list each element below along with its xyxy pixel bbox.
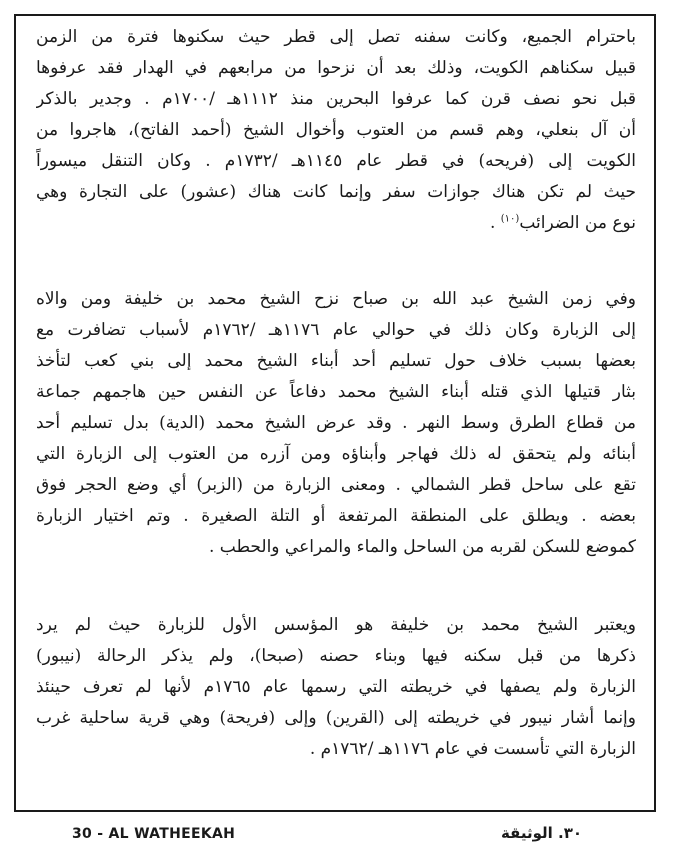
text-line: إلى الزبارة وكان ذلك في حوالي عام ١١٧٦هـ /١٧٦٢م لأسباب تضافرت مع: [36, 320, 636, 340]
paragraph-2: [36, 284, 636, 594]
text-line: من قطاع الطرق وسط النهر . وقد عرض الشيخ محمد (الدية) بدل تسليم أحد: [36, 413, 636, 433]
text-line: ذكرها من قبل سكنه فيها وبناء حصنه (صبحا)، ولم يذكر الرحالة (نيبور): [36, 646, 636, 666]
text-line: تقع على ساحل قطر الشمالي . ومعنى الزبارة من (الزبر) أي وضع الحجر فوق: [36, 475, 636, 495]
text-line: الكويت إلى (فريحه) في قطر عام ١١٤٥هـ /١٧٣٢م . وكان التنقل ميسوراً: [36, 151, 636, 171]
text-line: وإنما أشار نيبور في خريطته إلى (القرين) وإلى (فريحة) وهي قرية ساحلية غرب: [36, 708, 636, 728]
footnote-reference: (١٠): [500, 213, 520, 225]
text-line: بثار قتيلها الذي قتله أبناء الشيخ محمد دفاعاً عن النفس حين هاجمهم جماعة: [36, 382, 636, 402]
text-fragment: .: [489, 213, 501, 233]
text-line: أبنائه ولم يتحقق له ذلك فهاجر وأبناؤه ومن آزره من العتوب إلى الزبارة التي: [36, 444, 636, 464]
text-line: بعضها بسبب خلاف حول تسليم أحد أبناء الشيخ محمد إلى بني كعب لتأخذ: [36, 351, 636, 371]
paragraph-1: [36, 22, 636, 270]
text-fragment: نوع من الضرائب: [519, 213, 636, 233]
paragraph-3: [36, 610, 636, 765]
text-line: وفي زمن الشيخ عبد الله بن صباح نزح الشيخ محمد بن خليفة ومن والاه: [36, 289, 636, 309]
text-line: [36, 208, 636, 239]
text-line: كموضع للسكن لقربه من الساحل والماء والمراعي والحطب .: [208, 537, 636, 557]
text-line: بعضه . ويطلق على المنطقة المرتفعة أو التلة الصغيرة . وتم اختيار الزبارة: [36, 506, 636, 526]
text-line: ويعتبر الشيخ محمد بن خليفة هو المؤسس الأول للزبارة حيث لم يرد: [36, 615, 636, 635]
text-line: حيث لم تكن هناك جوازات سفر وإنما كانت هناك (عشور) على التجارة وهي: [36, 182, 636, 202]
text-line: قبيل سكناهم الكويت، وذلك بعد أن نزحوا من مرابعهم في الهدار فقد عرفوها: [36, 58, 636, 78]
text-line: أن آل بنعلي، وهم قسم من العتوب وأخوال الشيخ (أحمد الفاتح)، هاجروا من: [36, 120, 636, 140]
page-number-english: 30 - AL WATHEEKAH: [72, 826, 236, 842]
page-footer: [14, 812, 656, 852]
article-body: [36, 22, 636, 765]
text-line: الزبارة التي تأسست في عام ١١٧٦هـ /١٧٦٢م .: [309, 739, 636, 759]
text-line: باحترام الجميع، وكانت سفنه تصل إلى قطر حيث سكنوها فترة من الزمن: [36, 27, 636, 47]
text-line: الزبارة ولم يصفها في خريطته التي رسمها عام ١٧٦٥م لأنها لم تعرف حينئذ: [36, 677, 636, 697]
text-line: قبل نحو نصف قرن كما عرفوا البحرين منذ ١١١٢هـ /١٧٠٠م . وجدير بالذكر: [36, 89, 636, 109]
page-number-arabic: ٣٠. الوثيقة: [500, 824, 582, 842]
